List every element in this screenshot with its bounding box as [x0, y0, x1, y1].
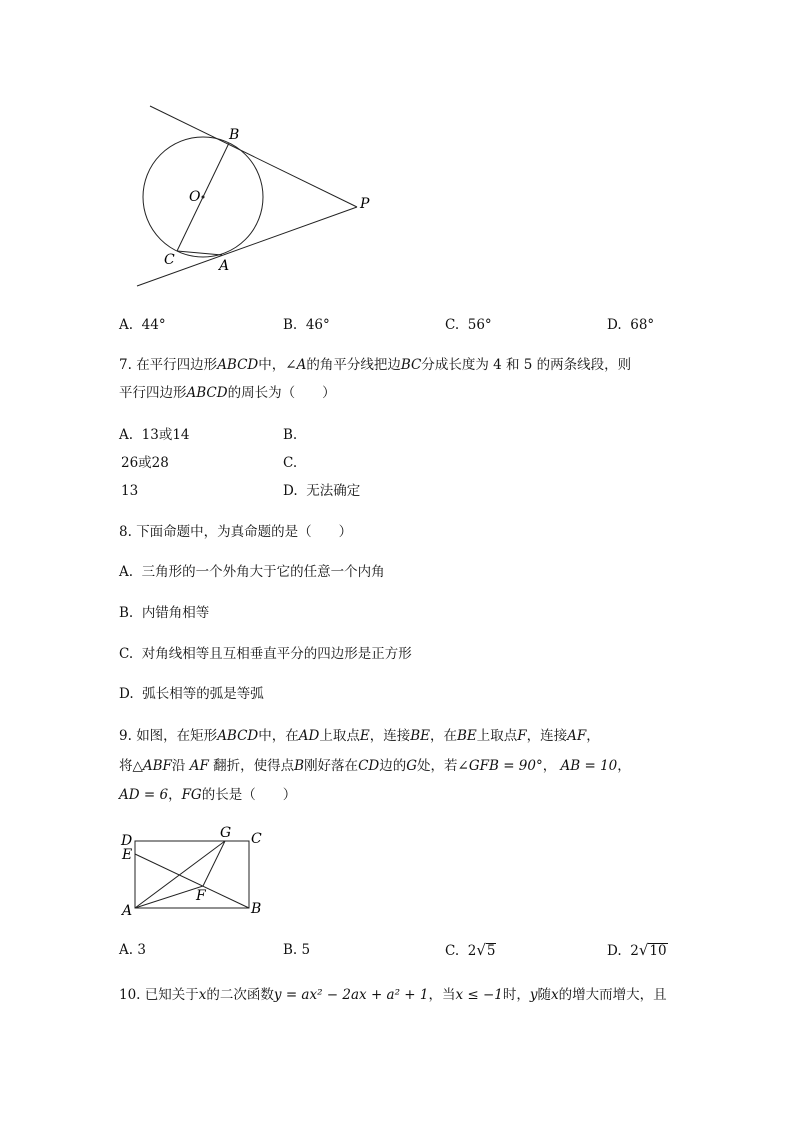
option-text: 3: [137, 942, 146, 958]
q7-math: ∠: [285, 357, 297, 373]
q9-text: 将: [119, 758, 133, 774]
q10-text: 随: [537, 987, 552, 1003]
q7-line-2: [119, 383, 336, 403]
q10-math: x: [551, 987, 559, 1003]
label-b: B: [251, 901, 262, 917]
option-text: 13或14: [141, 427, 190, 443]
q7-math: ABCD: [217, 357, 259, 373]
option-text: 对角线相等且互相垂直平分的四边形是正方形: [141, 646, 412, 662]
rectangle-abcd: [135, 841, 249, 908]
chord-ca: [177, 251, 222, 255]
q9-math: △ABF: [132, 758, 172, 774]
q7-text: 的周长为（ ）: [227, 385, 336, 401]
q9-math: FG: [181, 787, 202, 803]
q9-text: 翻折，使得点: [213, 758, 295, 774]
q10-math: x ≤ −1: [455, 987, 503, 1003]
q9-math: AF: [189, 758, 209, 774]
label-p: P: [360, 196, 370, 212]
q9-option-c[interactable]: [445, 940, 496, 961]
q9-math: AD = 6: [119, 787, 169, 803]
q10-text: 的二次函数: [206, 987, 274, 1003]
q9-text: ，连接: [526, 728, 568, 744]
q9-math: AD: [298, 728, 320, 744]
option-c[interactable]: [445, 315, 492, 335]
q9-option-a[interactable]: [119, 940, 146, 960]
q10-text: 的增大而增大，且: [558, 987, 667, 1003]
center-dot: [202, 196, 205, 199]
label-f: F: [196, 888, 206, 904]
q10-formula: y = ax² − 2ax + a² + 1: [273, 987, 429, 1003]
q7-math: A: [296, 357, 307, 373]
q9-number: 9.: [119, 728, 132, 744]
q7-text: 的角平分线把边: [306, 357, 401, 373]
q10-math: y: [529, 987, 538, 1003]
option-text: 内错角相等: [141, 605, 210, 621]
option-text: 三角形的一个外角大于它的任意一个内角: [141, 564, 385, 580]
option-b[interactable]: [283, 315, 330, 335]
label-c: C: [251, 831, 262, 847]
option-label: B.: [283, 942, 298, 958]
q9-math: ∠GFB = 90°: [457, 758, 543, 774]
q7-math: BC: [400, 357, 422, 373]
q9-line-3: [119, 785, 296, 805]
figure-rectangle-fold: [115, 820, 275, 920]
label-o: O: [189, 189, 201, 205]
option-text: 26或28: [121, 455, 169, 471]
q9-text: 上取点: [476, 728, 518, 744]
segment-be: [135, 854, 249, 908]
q9-text: ，连接: [369, 728, 411, 744]
label-e: E: [122, 847, 133, 863]
q9-math: AB = 10: [560, 758, 618, 774]
q8-stem: [119, 522, 352, 542]
q9-math: G: [406, 758, 418, 774]
option-label: A.: [119, 317, 134, 333]
q10-text: ，当: [428, 987, 456, 1003]
option-text: 68°: [630, 317, 655, 333]
option-label: B.: [283, 427, 298, 443]
q7-option-a[interactable]: [119, 425, 190, 445]
sqrt-symbol: √: [638, 941, 649, 959]
option-label: D.: [119, 686, 134, 702]
q9-math: CD: [358, 758, 380, 774]
q9-text: 边的: [379, 758, 407, 774]
q10-line-1: [119, 985, 667, 1005]
option-text: 5: [301, 942, 311, 958]
tangent-line-pb: [150, 106, 357, 207]
option-label: C.: [119, 646, 134, 662]
option-text: 44°: [141, 317, 166, 333]
q9-math: E: [359, 728, 370, 744]
q9-text: 刚好落在: [304, 758, 359, 774]
q7-option-b[interactable]: [283, 425, 297, 445]
option-label: D.: [607, 317, 622, 333]
segment-ag: [135, 841, 225, 908]
q7-option-c-text: [121, 481, 138, 501]
q9-text: ，: [586, 728, 600, 744]
q9-math: ABCD: [217, 728, 259, 744]
q7-text: 分成长度为 4 和 5 的两条线段，则: [421, 357, 632, 373]
option-label: A.: [119, 564, 134, 580]
q7-option-b-text: [121, 453, 169, 473]
q8-text: 下面命题中，为真命题的是（ ）: [136, 524, 353, 540]
label-g: G: [220, 825, 232, 841]
option-text: 弧长相等的弧是等弧: [142, 686, 264, 702]
q7-option-c[interactable]: [283, 453, 297, 473]
option-a[interactable]: [119, 315, 166, 335]
option-label: C.: [445, 317, 460, 333]
q9-text: 处，若: [417, 758, 458, 774]
option-label: C.: [445, 943, 460, 959]
q9-math: B: [294, 758, 305, 774]
q9-text: 上取点: [319, 728, 360, 744]
q9-math: F: [517, 728, 527, 744]
q8-option-c[interactable]: [119, 644, 412, 664]
option-coef: 2: [467, 943, 477, 959]
option-coef: 2: [630, 943, 639, 959]
label-a: A: [219, 258, 230, 274]
label-d: D: [121, 833, 133, 849]
segment-fg: [203, 841, 225, 886]
option-label: C.: [283, 455, 298, 471]
option-label: A.: [119, 427, 134, 443]
q9-text: 中，在: [258, 728, 299, 744]
radicand: 10: [649, 943, 667, 959]
q9-text: ，在: [429, 728, 457, 744]
option-label: D.: [607, 943, 622, 959]
figure-circle-tangents: [120, 95, 380, 295]
q9-option-d[interactable]: [607, 940, 668, 961]
q8-option-a[interactable]: [119, 562, 385, 582]
q8-number: 8.: [119, 524, 132, 540]
q10-text: 时，: [502, 987, 530, 1003]
option-text: 13: [121, 483, 139, 499]
q7-line-1: [119, 355, 631, 375]
q9-line-2: [119, 756, 631, 776]
q9-line-1: [119, 726, 600, 746]
q9-text: 的长是（ ）: [201, 787, 297, 803]
q9-math: BE: [456, 728, 477, 744]
q10-number: 10.: [119, 987, 141, 1003]
label-b: B: [229, 127, 240, 143]
q7-option-d[interactable]: [283, 481, 360, 501]
option-label: A.: [119, 942, 134, 958]
q9-math: AF: [567, 728, 587, 744]
q9-text: ，: [542, 758, 557, 774]
label-c: C: [164, 252, 175, 268]
q7-number: 7.: [119, 357, 132, 373]
q9-math: BE: [410, 728, 430, 744]
q9-text: ，: [168, 787, 182, 803]
option-d[interactable]: [607, 315, 654, 335]
q10-text: 已知关于: [144, 987, 199, 1003]
q9-text: 如图，在矩形: [136, 728, 218, 744]
tangent-line-pa: [137, 207, 357, 286]
q7-text: 中，: [258, 357, 286, 373]
option-label: D.: [283, 483, 298, 499]
q10-math: x: [198, 987, 207, 1003]
q7-text: 在平行四边形: [136, 357, 218, 373]
segment-af: [135, 886, 203, 908]
option-text: 56°: [467, 317, 492, 333]
option-text: 无法确定: [306, 483, 361, 499]
option-label: B.: [119, 605, 134, 621]
sqrt-symbol: √: [476, 941, 486, 959]
radicand: 5: [486, 943, 496, 959]
q7-math: ABCD: [186, 385, 228, 401]
q9-text: ，: [617, 758, 631, 774]
q8-option-b[interactable]: [119, 603, 209, 623]
q9-option-b[interactable]: [283, 940, 310, 960]
label-a: A: [122, 903, 133, 919]
option-text: 46°: [305, 317, 330, 333]
q7-text: 平行四边形: [119, 385, 187, 401]
q8-option-d[interactable]: [119, 684, 264, 704]
option-label: B.: [283, 317, 298, 333]
q9-text: 沿: [171, 758, 186, 774]
